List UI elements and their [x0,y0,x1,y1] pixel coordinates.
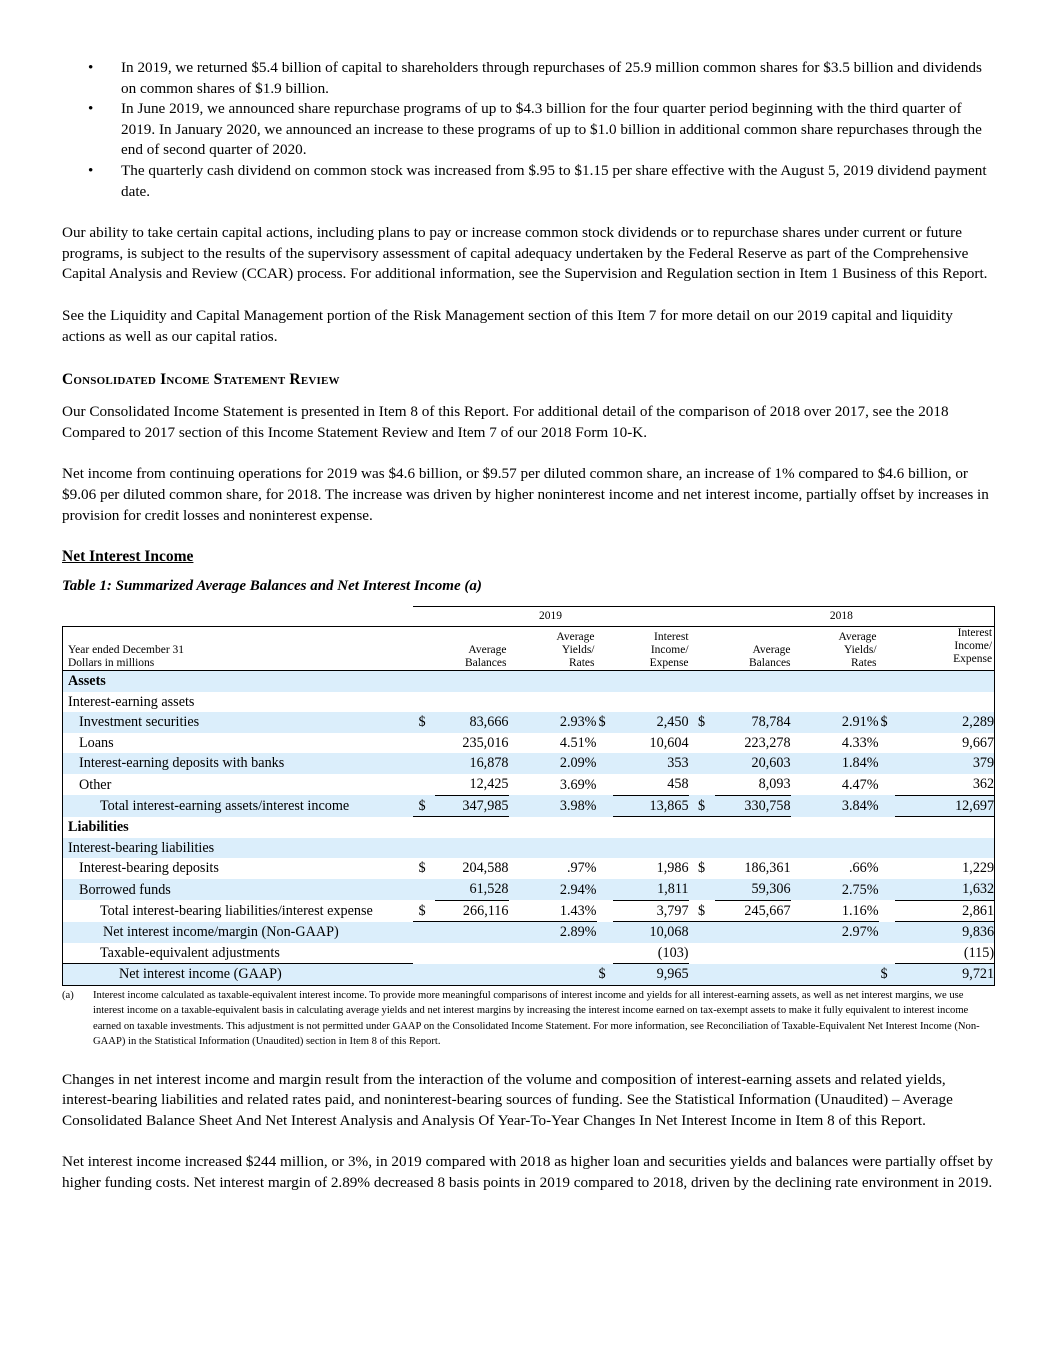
table-cell [879,795,895,817]
table-cell [413,692,895,713]
table-cell: 1,986 [656,860,689,877]
table-cell [715,922,791,943]
table-cell: 83,666 [435,712,509,733]
table-cell [879,858,895,879]
table-cell: Net interest income (GAAP) [63,964,413,986]
table-cell [879,922,895,943]
table-cell: 9,721 [895,964,995,986]
table-cell [689,964,715,986]
section-title: Consolidated Income Statement Review [62,371,340,389]
table-cell: Taxable-equivalent adjustments [63,943,413,964]
table-row [63,795,995,817]
table-cell: 235,016 [462,734,509,751]
table-cell: 1,632 [895,879,995,900]
table-cell: 2.97% [791,922,879,943]
table-cell [791,964,879,986]
report-page [62,58,994,1194]
bullet-item: • The quarterly cash dividend on common stock was increased from $.95 to $1.15 per share effective with the August 5, 2019 dividend payment date. [88,161,987,200]
table-row [63,922,995,943]
table-cell: .66% [848,860,879,877]
table-cell: Interest-earning deposits with banks [63,753,413,774]
bullet-icon: • [88,59,94,76]
paragraph-liquidity-reference: See the Liquidity and Capital Management portion of the Risk Management section of this Item 7 for more detail on our 2019 capital and liquidity actions as well as our capital ratios. [62,306,953,345]
table-cell: Net interest income/margin (Non-GAAP) [63,922,413,943]
paragraph-nii-increase: Net interest income increased $244 million, or 3%, in 2019 compared with 2018 as higher loan and securities yields and balances were partially offset by higher funding costs. Net interest margin of 2.89% decreased 8 basis points in 2019 compared to 2018, driven by the declining rate environment in 2019. [62,1153,993,1191]
table-cell: 362 [895,774,995,795]
table-cell [413,922,435,943]
table-cell: $ [879,964,895,986]
table-cell [689,943,715,964]
table-year-header [63,607,995,627]
table-row [63,879,995,900]
table-cell: 4.33% [841,734,879,751]
table-cell: 1.16% [791,900,879,922]
table-cell: 2.09% [509,753,597,774]
table-cell: 1,811 [613,879,689,900]
table-cell [895,671,995,692]
table-cell: 61,528 [435,879,509,900]
table-cell: 204,588 [462,860,509,877]
footnote-marker: (a) [62,990,74,1001]
table-cell: 1.43% [509,900,597,922]
table-cell: 3,797 [613,900,689,922]
paragraph-net-income: Net income from continuing operations for 2019 was $4.6 billion, or $9.57 per diluted common share, an increase of 1% compared to $4.6 billion, or $9.06 per diluted common share, for 2018. The increase was driven by higher noninterest income and net interest income, partially offset by increases in provision for credit losses and noninterest expense. [62,465,989,524]
table-cell [879,943,895,964]
table-cell: 266,116 [435,900,509,922]
bullet-item: • In 2019, we returned $5.4 billion of capital to shareholders through repurchases of 25.9 million common shares for $3.5 billion and dividends on common shares of $1.9 billion. [88,59,982,97]
table-cell [689,774,715,795]
subsection-title: Net Interest Income [62,548,194,566]
table-cell: 4.47% [841,776,879,793]
table-cell [895,817,995,838]
table-cell [435,943,509,964]
table-cell: 2,450 [613,712,689,733]
table-cell [597,879,613,900]
table-cell: $ [597,964,613,986]
table-cell: $ [689,795,715,817]
table-cell: 2.89% [509,922,597,943]
table-cell: Total interest-earning assets/interest income [63,795,413,817]
table-cell: $ [413,900,435,922]
table-row [63,838,995,859]
table-row [63,943,995,964]
table-row [63,733,995,754]
table-cell [715,964,791,986]
table-row [63,964,995,986]
table-cell: Total interest-bearing liabilities/interest expense [63,900,413,922]
table-cell: $ [879,712,895,733]
bullet-icon: • [88,161,94,179]
table-cell: $ [689,712,715,733]
table-footnote [62,988,994,1050]
net-interest-table [62,606,995,986]
table-cell: Borrowed funds [63,879,413,900]
table-cell: 8,093 [715,774,791,795]
table-row [63,753,995,774]
table-cell [879,753,895,774]
table-cell: 78,784 [715,712,791,733]
table-cell [791,943,879,964]
table-cell [689,733,715,754]
table-cell [435,922,509,943]
table-cell: Interest Income/ Expense [895,627,995,671]
table-cell: (115) [895,943,995,964]
table-caption: Table 1: Summarized Average Balances and Net Interest Income (a) [62,578,482,595]
table-cell [597,858,613,879]
capital-actions-list [62,58,994,202]
table-cell: 2.93% [509,712,597,733]
table-cell [895,838,995,859]
table-cell: 458 [613,774,689,795]
table-cell: 12,697 [895,795,995,817]
table-cell: 1,229 [895,858,995,879]
table-cell: 2,289 [895,712,995,733]
table-cell: 2,861 [895,900,995,922]
table-cell: 1.84% [791,753,879,774]
table-cell: 3.98% [509,795,597,817]
table-cell [597,753,613,774]
table-cell [597,943,613,964]
table-cell: Other [63,774,413,795]
paragraph-income-statement: Our Consolidated Income Statement is presented in Item 8 of this Report. For additional detail of the comparison of 2018 over 2017, see the 2018 Compared to 2017 section of this Income Statement Review and Item 7 of our 2018 Form 10-K. [62,403,949,441]
table-cell: Average Balances [749,644,791,670]
table-row [63,817,995,838]
table-cell: $ [697,860,706,877]
paragraph-nii-changes: Changes in net interest income and margin result from the interaction of the volume and composition of interest-earning assets and related yields, interest-bearing liabilities and related rates paid, and noninterest-bearing sources of funding. See the Statistical Information (Unaudited) – Average Consolidated Balance Sheet And Net Interest Analysis and Analysis Of Year-To-Year Changes In Net Interest Income in Item 8 of this Report. [62,1070,953,1129]
table-cell: 16,878 [435,753,509,774]
table-cell: 2.91% [791,712,879,733]
table-cell: (103) [613,943,689,964]
bullet-icon: • [88,100,94,118]
table-cell [435,964,509,986]
table-cell [597,795,613,817]
table-cell: 10,604 [649,734,689,751]
table-cell [879,733,895,754]
table-cell [597,774,613,795]
table-row [63,900,995,922]
footnote-text: Interest income calculated as taxable-equivalent interest income. To provide more meaningful comparisons of interest income and yields for all interest-earning assets, as well as net interest margins, we use interest income on a taxable-equivalent basis in calculating average yields and net interest margins by increasing the interest income earned on tax-exempt assets to make it fully equivalent to interest income earned on taxable investments. This adjustment is not permitted under GAAP on the Consolidated Income Statement. For more information, see Reconciliation of Taxable-Equivalent Net Interest Income (Non-GAAP) in the Statistical Information (Unaudited) section in Item 8 of this Report. [93,990,980,1048]
table-cell [413,627,435,671]
table-cell: 3.84% [791,795,879,817]
table-cell [689,922,715,943]
table-cell [689,879,715,900]
table-cell: 10,068 [613,922,689,943]
table-cell [597,627,613,671]
table-cell [413,879,435,900]
table-cell: 2.94% [509,879,597,900]
table-cell [597,733,613,754]
table-cell: 9,965 [613,964,689,986]
table-cell: 9,836 [895,922,995,943]
table-cell: 330,758 [715,795,791,817]
table-cell [413,753,435,774]
table-cell: 9,667 [895,733,995,754]
table-cell [715,943,791,964]
liabilities-heading: Liabilities [63,817,413,838]
table-cell: 353 [613,753,689,774]
table-row [63,671,995,692]
table-cell: Average Yields/ Rates [556,631,595,670]
table-cell: 13,865 [613,795,689,817]
bullet-item: • In June 2019, we announced share repurchase programs of up to $4.3 billion for the four quarter period beginning with the third quarter of 2019. In January 2020, we announced an increase to these programs of up to $1.0 billion in additional common share repurchases through the end of second quarter of 2020. [88,100,982,159]
table-cell: 223,278 [744,734,791,751]
table-column-header [63,627,995,671]
table-cell [413,964,435,986]
table-cell [879,627,895,671]
table-cell: Average Yields/ Rates [838,631,877,670]
table-row [63,858,995,879]
table-row [63,712,995,733]
table-cell: Interest Income/ Expense [649,631,689,670]
year-2018-header: 2018 [689,607,995,627]
table-cell [413,943,435,964]
table-cell: Loans [63,733,413,754]
table-cell: $ [413,712,435,733]
table-cell: 3.69% [559,776,597,793]
table-cell [879,774,895,795]
table-cell: 59,306 [715,879,791,900]
table-cell [509,943,597,964]
table-cell: Investment securities [63,712,413,733]
table-cell: $ [597,712,613,733]
table-cell: Average Balances [464,644,507,670]
table-cell: 245,667 [715,900,791,922]
table-cell [597,900,613,922]
table-cell: 20,603 [715,753,791,774]
table-cell [879,900,895,922]
table-cell: $ [418,860,426,877]
table-cell [689,627,715,671]
table-cell: 347,985 [435,795,509,817]
table-cell: Interest-bearing liabilities [63,838,413,859]
paragraph-capital-ability: Our ability to take certain capital actions, including plans to pay or increase common stock dividends or to repurchase shares under current or future programs, is subject to the results of the supervisory assessment of capital adequacy undertaken by the Federal Reserve as part of the Comprehensive Capital Analysis and Review (CCAR) process. For additional information, see the Supervision and Regulation section in Item 1 Business of this Report. [62,224,988,283]
table-cell: $ [689,900,715,922]
table-cell: Year ended December 31 Dollars in millions [63,627,413,671]
table-cell [413,671,895,692]
table-cell [413,774,435,795]
table-row [63,692,995,713]
table-cell: 2.75% [791,879,879,900]
table-cell [413,817,895,838]
table-cell [895,692,995,713]
table-cell [597,922,613,943]
table-cell: Interest-bearing deposits [63,858,413,879]
table-cell: 379 [895,753,995,774]
table-row [63,774,995,795]
table-cell: 4.51% [559,734,597,751]
table-cell [63,607,413,627]
table-cell: 12,425 [435,774,509,795]
table-cell [413,838,895,859]
table-cell: Interest-earning assets [63,692,413,713]
table-cell: 186,361 [744,860,791,877]
year-2019-header: 2019 [413,607,689,627]
table-cell [689,753,715,774]
table-cell [509,964,597,986]
table-cell: $ [413,795,435,817]
assets-heading: Assets [63,671,413,692]
table-cell [879,879,895,900]
table-cell [413,733,435,754]
table-cell: .97% [566,860,597,877]
